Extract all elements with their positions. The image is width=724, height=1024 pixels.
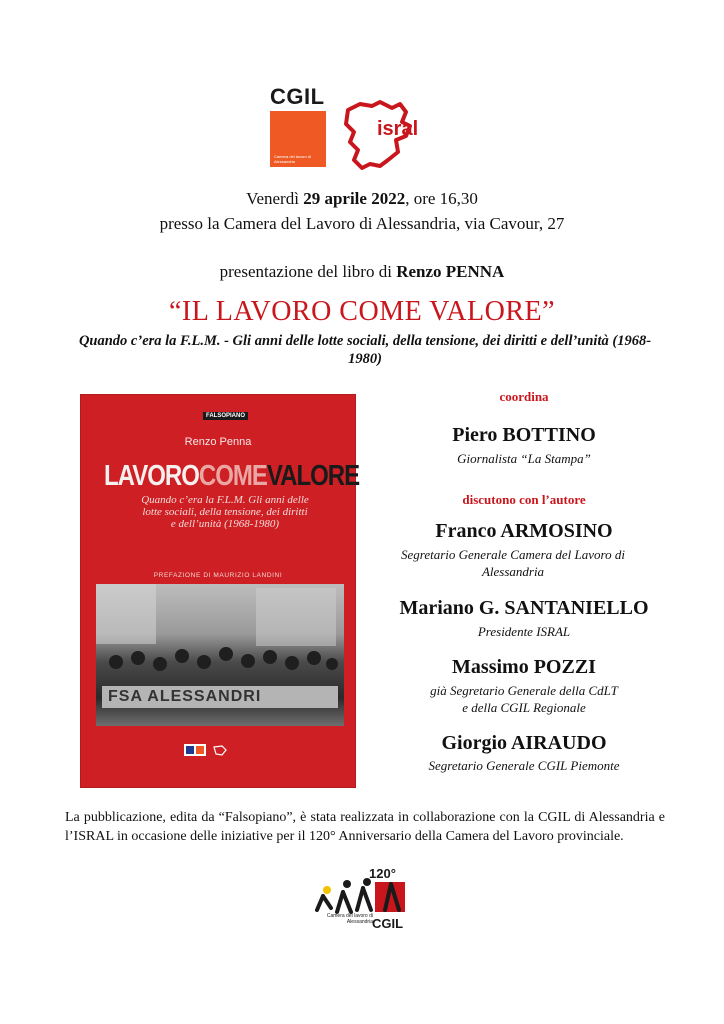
- event-date-line: [0, 189, 724, 209]
- coordinator-role: Giornalista “La Stampa”: [457, 451, 591, 466]
- coordinator-name: Piero BOTTINO: [452, 424, 596, 446]
- coordinator-label: coordina: [499, 389, 549, 404]
- footer-caption: Camera del lavoro di Alessandria: [326, 913, 373, 925]
- speaker-role-line2: e della CGIL Regionale: [462, 700, 586, 715]
- cover-subtitle: Quando c’era la F.L.M. Gli anni delle lotte sociali, della tensione, dei diritti e dell’unità (1968-1980): [141, 494, 309, 530]
- cover-author: Renzo Penna: [184, 436, 252, 448]
- event-time: , ore 16,30: [405, 189, 478, 208]
- isral-logo: [340, 96, 440, 176]
- photo-banner: FSA ALESSANDRI: [102, 686, 338, 708]
- presentation-prefix: presentazione del libro di: [219, 262, 397, 281]
- book-subtitle: Quando c’era la F.L.M. - Gli anni delle lotte sociali, della tensione, dei diritti e dell’unità (1968-1980): [78, 333, 652, 367]
- cgil-logo-square: [270, 111, 326, 167]
- cover-preface: PREFAZIONE DI MAURIZIO LANDINI: [153, 572, 283, 579]
- speaker-name: Giorgio AIRAUDO: [441, 732, 607, 754]
- speaker-name: Mariano G. SANTANIELLO: [399, 597, 649, 619]
- cgil-logo-text: CGIL: [270, 84, 325, 109]
- cover-title-part3: VALORE: [266, 460, 360, 493]
- event-date: 29 aprile 2022: [303, 189, 406, 208]
- anniversary-logo: [307, 862, 417, 942]
- date-prefix: Venerdì: [246, 189, 304, 208]
- cgil-logo: [270, 85, 334, 167]
- speaker-role-line1: già Segretario Generale della CdLT: [430, 683, 618, 698]
- cover-logos-icon: [184, 744, 244, 758]
- cover-title-part1: LAVORO: [104, 460, 199, 493]
- speaker-role: Segretario Generale Camera del Lavoro di Alessandria: [401, 547, 625, 579]
- event-location: presso la Camera del Lavoro di Alessandria, via Cavour, 27: [159, 214, 565, 233]
- speaker-role: Presidente ISRAL: [477, 624, 571, 639]
- book-title: “IL LAVORO COME VALORE”: [168, 296, 556, 327]
- cover-logos: [184, 744, 244, 758]
- cover-photo: [96, 584, 344, 726]
- speaker-name: Massimo POZZI: [452, 656, 596, 678]
- author-name: Renzo PENNA: [396, 262, 505, 281]
- presentation-line: [0, 262, 724, 282]
- discussants-label: discutono con l’autore: [462, 492, 586, 507]
- cover-publisher: FALSOPIANO: [203, 412, 248, 420]
- speaker-name: Franco ARMOSINO: [435, 520, 613, 542]
- cover-title-part2: COME: [198, 460, 267, 493]
- cover-title: [104, 460, 359, 494]
- isral-logo-text: isral: [377, 118, 419, 140]
- cgil-logo-caption: Camera del lavoro di Alessandria: [274, 154, 311, 164]
- anniversary-number: 120°: [369, 866, 396, 881]
- speaker-role: Segretario Generale CGIL Piemonte: [428, 758, 620, 773]
- book-cover: [80, 394, 360, 788]
- footer-cgil: CGIL: [372, 916, 404, 931]
- publication-note: La pubblicazione, edita da “Falsopiano”, è stata realizzata in collaborazione con la CGIL di Alessandria e l’ISRAL in occasione delle iniziative per il 120° Anniversario della Camera del Lavoro provinciale.: [65, 810, 665, 844]
